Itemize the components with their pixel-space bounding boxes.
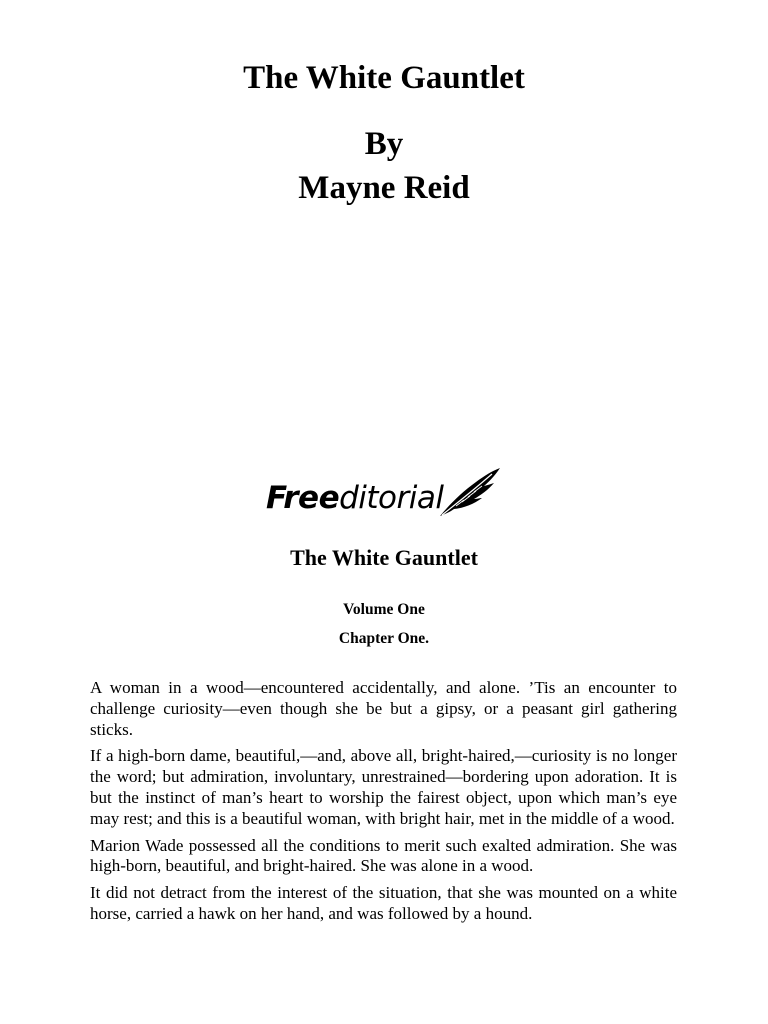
book-title: The White Gauntlet	[290, 545, 478, 570]
logo-text-free: Free	[266, 480, 340, 516]
author-name: Mayne Reid	[298, 170, 470, 206]
chapter-heading: Chapter One.	[338, 630, 430, 647]
paragraph: If a high-born dame, beautiful,—and, above all, bright-haired,—curiosity is no longer the word; but admiration, involuntary, unrestrained—bordering upon adoration. It is but the instinct of man’s heart to worship the fairest object, upon which man’s eye may rest; and this is a beautiful woman, with bright hair, met in the middle of a wood.	[90, 746, 677, 828]
paragraph: A woman in a wood—encountered accidentally, and alone. ’Tis an encounter to challenge curiosity—even though she be but a gipsy, or a peasant girl gathering sticks.	[90, 678, 677, 739]
page-title: The White Gauntlet	[243, 60, 525, 96]
publisher-logo	[266, 466, 506, 522]
body-text	[90, 678, 677, 931]
feather-icon	[436, 466, 502, 518]
paragraph: It did not detract from the interest of the situation, that she was mounted on a white horse, carried a hawk on her hand, and was followed by a hound.	[90, 883, 677, 923]
publisher-logo-text	[266, 478, 444, 518]
volume-heading: Volume One	[343, 601, 425, 618]
by-line: By	[364, 126, 404, 162]
logo-text-editorial: ditorial	[339, 480, 444, 516]
paragraph: Marion Wade possessed all the conditions to merit such exalted admiration. She was high-born, beautiful, and bright-haired. She was alone in a wood.	[90, 835, 677, 876]
